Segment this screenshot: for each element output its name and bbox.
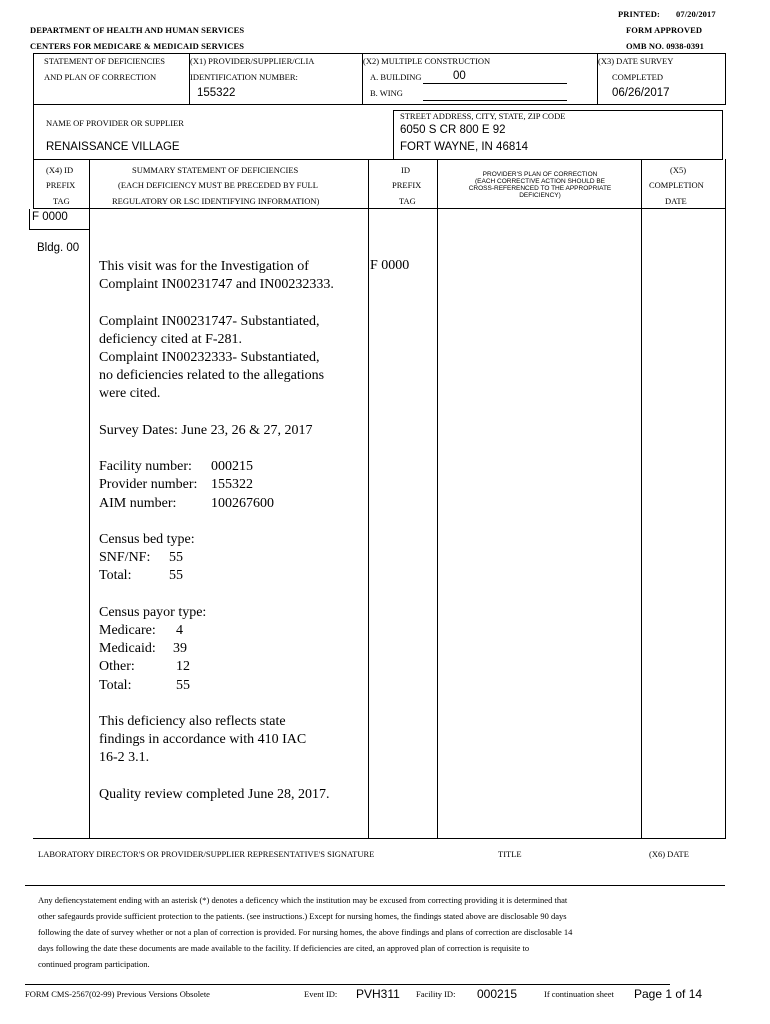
col-header-left-border — [33, 159, 34, 208]
snf-label: SNF/NF: — [99, 550, 151, 566]
building-label: A. BUILDING — [370, 72, 422, 82]
box1-right-border — [725, 53, 726, 104]
p7-line-1: This deficiency also reflects state — [99, 713, 286, 729]
x4-label-1: (X4) ID — [46, 165, 74, 175]
provider-number-value: 155322 — [211, 477, 253, 493]
building-value: 00 — [453, 70, 466, 82]
id-label-1: ID — [401, 165, 410, 175]
disclosure-notice — [38, 892, 718, 972]
x2-label: (X2) MULTIPLE CONSTRUCTION — [363, 56, 491, 66]
id-label-3: TAG — [399, 196, 416, 206]
bed-total-value: 55 — [169, 568, 183, 584]
plan-label — [440, 171, 640, 199]
plan-label-1: PROVIDER'S PLAN OF CORRECTION — [482, 171, 598, 178]
medicare-label: Medicare: — [99, 622, 156, 638]
notice-line-5: continued program participation. — [38, 959, 150, 969]
plan-label-4: DEFICIENCY) — [519, 192, 561, 199]
printed-date: 07/20/2017 — [676, 9, 716, 19]
plan-label-3: CROSS-REFERENCED TO THE APPROPRIATE — [468, 185, 612, 192]
page-number: Page 1 of 14 — [634, 987, 703, 1001]
col-divider-id — [437, 159, 438, 838]
left-tag: F 0000 — [32, 211, 68, 223]
col-header-bottom-border — [33, 208, 726, 209]
summary-label-3: REGULATORY OR LSC IDENTIFYING INFORMATION) — [112, 196, 320, 206]
plan-label-2: (EACH CORRECTIVE ACTION SHOULD BE — [474, 178, 606, 185]
x3-label-1: (X3) DATE SURVEY — [598, 56, 674, 66]
title-label: TITLE — [498, 849, 522, 859]
id-label-2: PREFIX — [392, 180, 422, 190]
p2-line-4: no deficiencies related to the allegations — [99, 368, 325, 384]
statement-label-2: AND PLAN OF CORRECTION — [44, 72, 157, 82]
aim-number-label: AIM number: — [99, 495, 177, 511]
facility-number-value: 000215 — [211, 459, 253, 475]
provider-name-label: NAME OF PROVIDER OR SUPPLIER — [46, 118, 184, 128]
other-label: Other: — [99, 659, 135, 675]
event-id-value: PVH311 — [356, 987, 400, 1001]
p1-line-2: Complaint IN00231747 and IN00232333. — [99, 277, 334, 293]
x4-label-2: PREFIX — [46, 180, 76, 190]
agency-line-1: DEPARTMENT OF HEALTH AND HUMAN SERVICES — [30, 25, 245, 35]
summary-label-2: (EACH DEFICIENCY MUST BE PRECEDED BY FULL — [118, 180, 318, 190]
signature-bottom-border — [25, 885, 725, 886]
left-tag-border — [29, 209, 30, 229]
left-tag-underline — [29, 229, 90, 230]
p2-line-1: Complaint IN00231747- Substantiated, — [99, 313, 320, 329]
facility-id-value: 000215 — [477, 987, 518, 1001]
payor-total-label: Total: — [99, 677, 132, 693]
x1-label-2: IDENTIFICATION NUMBER: — [190, 72, 298, 82]
provider-name-value: RENAISSANCE VILLAGE — [46, 141, 180, 153]
other-value: 12 — [176, 659, 190, 675]
box2-bottom-border — [33, 159, 723, 160]
p1-line-1: This visit was for the Investigation of — [99, 259, 309, 274]
x1-label-1: (X1) PROVIDER/SUPPLIER/CLIA — [190, 56, 315, 66]
col-divider-prefix — [89, 159, 90, 838]
provider-number-label: Provider number: — [99, 477, 198, 493]
snf-value: 55 — [169, 550, 183, 566]
signature-top-border — [33, 838, 726, 839]
aim-number-value: 100267600 — [211, 495, 274, 511]
medicare-value: 4 — [176, 622, 183, 638]
x5-label-1: (X5) — [670, 165, 687, 175]
continuation-label: If continuation sheet — [544, 989, 614, 999]
event-id-label: Event ID: — [304, 989, 338, 999]
facility-number-label: Facility number: — [99, 459, 192, 475]
statement-label-1: STATEMENT OF DEFICIENCIES — [44, 56, 166, 66]
medicaid-value: 39 — [173, 641, 187, 657]
survey-date-value: 06/26/2017 — [612, 87, 670, 99]
footer-rule — [25, 984, 670, 985]
census-bed-title: Census bed type: — [99, 531, 195, 547]
provider-id-value: 155322 — [197, 87, 236, 99]
notice-line-3: following the date of survey whether or not a plan of correction is provided. For nursing homes, the above findings and plans of correction are disclosable 14 — [38, 927, 573, 937]
x6-date-label: (X6) DATE — [649, 849, 689, 859]
x4-label-3: TAG — [53, 196, 70, 206]
right-tag: F 0000 — [370, 258, 410, 273]
form-approved: FORM APPROVED — [626, 25, 703, 35]
survey-dates: Survey Dates: June 23, 26 & 27, 2017 — [99, 422, 313, 438]
building-underline — [423, 83, 567, 84]
agency-line-2: CENTERS FOR MEDICARE & MEDICAID SERVICES — [30, 41, 245, 51]
facility-id-label: Facility ID: — [416, 989, 456, 999]
printed-label: PRINTED: — [618, 9, 660, 19]
address-line-2: FORT WAYNE, IN 46814 — [400, 141, 529, 153]
omb-number: OMB NO. 0938-0391 — [626, 41, 704, 51]
address-line-1: 6050 S CR 800 E 92 — [400, 124, 506, 136]
payor-total-value: 55 — [176, 677, 190, 693]
wing-underline — [423, 100, 567, 101]
p7-line-2: findings in accordance with 410 IAC — [99, 732, 307, 748]
x3-label-2: COMPLETED — [612, 72, 663, 82]
notice-line-2: other safegaurds provide sufficient protection to the patients. (see instructions.) Except for nursing homes, the findings stated above are disclosable 90 days — [38, 911, 567, 921]
wing-label: B. WING — [370, 88, 403, 98]
notice-line-4: days following the date these documents are made available to the facility. If deficiencies are cited, an approved plan of correction is requisite to — [38, 943, 530, 953]
p2-line-3: Complaint IN00232333- Substantiated, — [99, 350, 320, 365]
quality-review: Quality review completed June 28, 2017. — [99, 786, 330, 802]
col-divider-plan — [641, 159, 642, 838]
summary-body — [99, 258, 334, 804]
form-number: FORM CMS-2567(02-99) Previous Versions Obsolete — [25, 989, 210, 999]
box2-right-border — [722, 110, 723, 159]
box1-top-border — [33, 53, 726, 54]
signature-label: LABORATORY DIRECTOR'S OR PROVIDER/SUPPLIER REPRESENTATIVE'S SIGNATURE — [38, 849, 375, 859]
x5-label-3: DATE — [665, 196, 687, 206]
medicaid-label: Medicaid: — [99, 641, 156, 657]
x5-label-2: COMPLETION — [649, 180, 704, 190]
notice-line-1: Any defiencystatement ending with an asterisk (*) denotes a deficency which the institution may be excused from correcting providing it is determined that — [38, 895, 568, 905]
bldg-label: Bldg. 00 — [37, 242, 80, 254]
box1-bottom-border — [33, 104, 726, 105]
p7-line-3: 16-2 3.1. — [99, 750, 150, 766]
p2-line-5: were cited. — [99, 386, 161, 402]
p2-line-2: deficiency cited at F-281. — [99, 331, 243, 347]
box2-left-border — [33, 104, 34, 159]
col-divider-summary — [368, 159, 369, 838]
box1-left-border — [33, 53, 34, 104]
summary-label-1: SUMMARY STATEMENT OF DEFICIENCIES — [132, 165, 299, 175]
col-right-border — [725, 159, 726, 838]
address-label: STREET ADDRESS, CITY, STATE, ZIP CODE — [400, 111, 566, 121]
bed-total-label: Total: — [99, 568, 132, 584]
census-payor-title: Census payor type: — [99, 604, 207, 620]
box2-divider — [393, 110, 394, 159]
